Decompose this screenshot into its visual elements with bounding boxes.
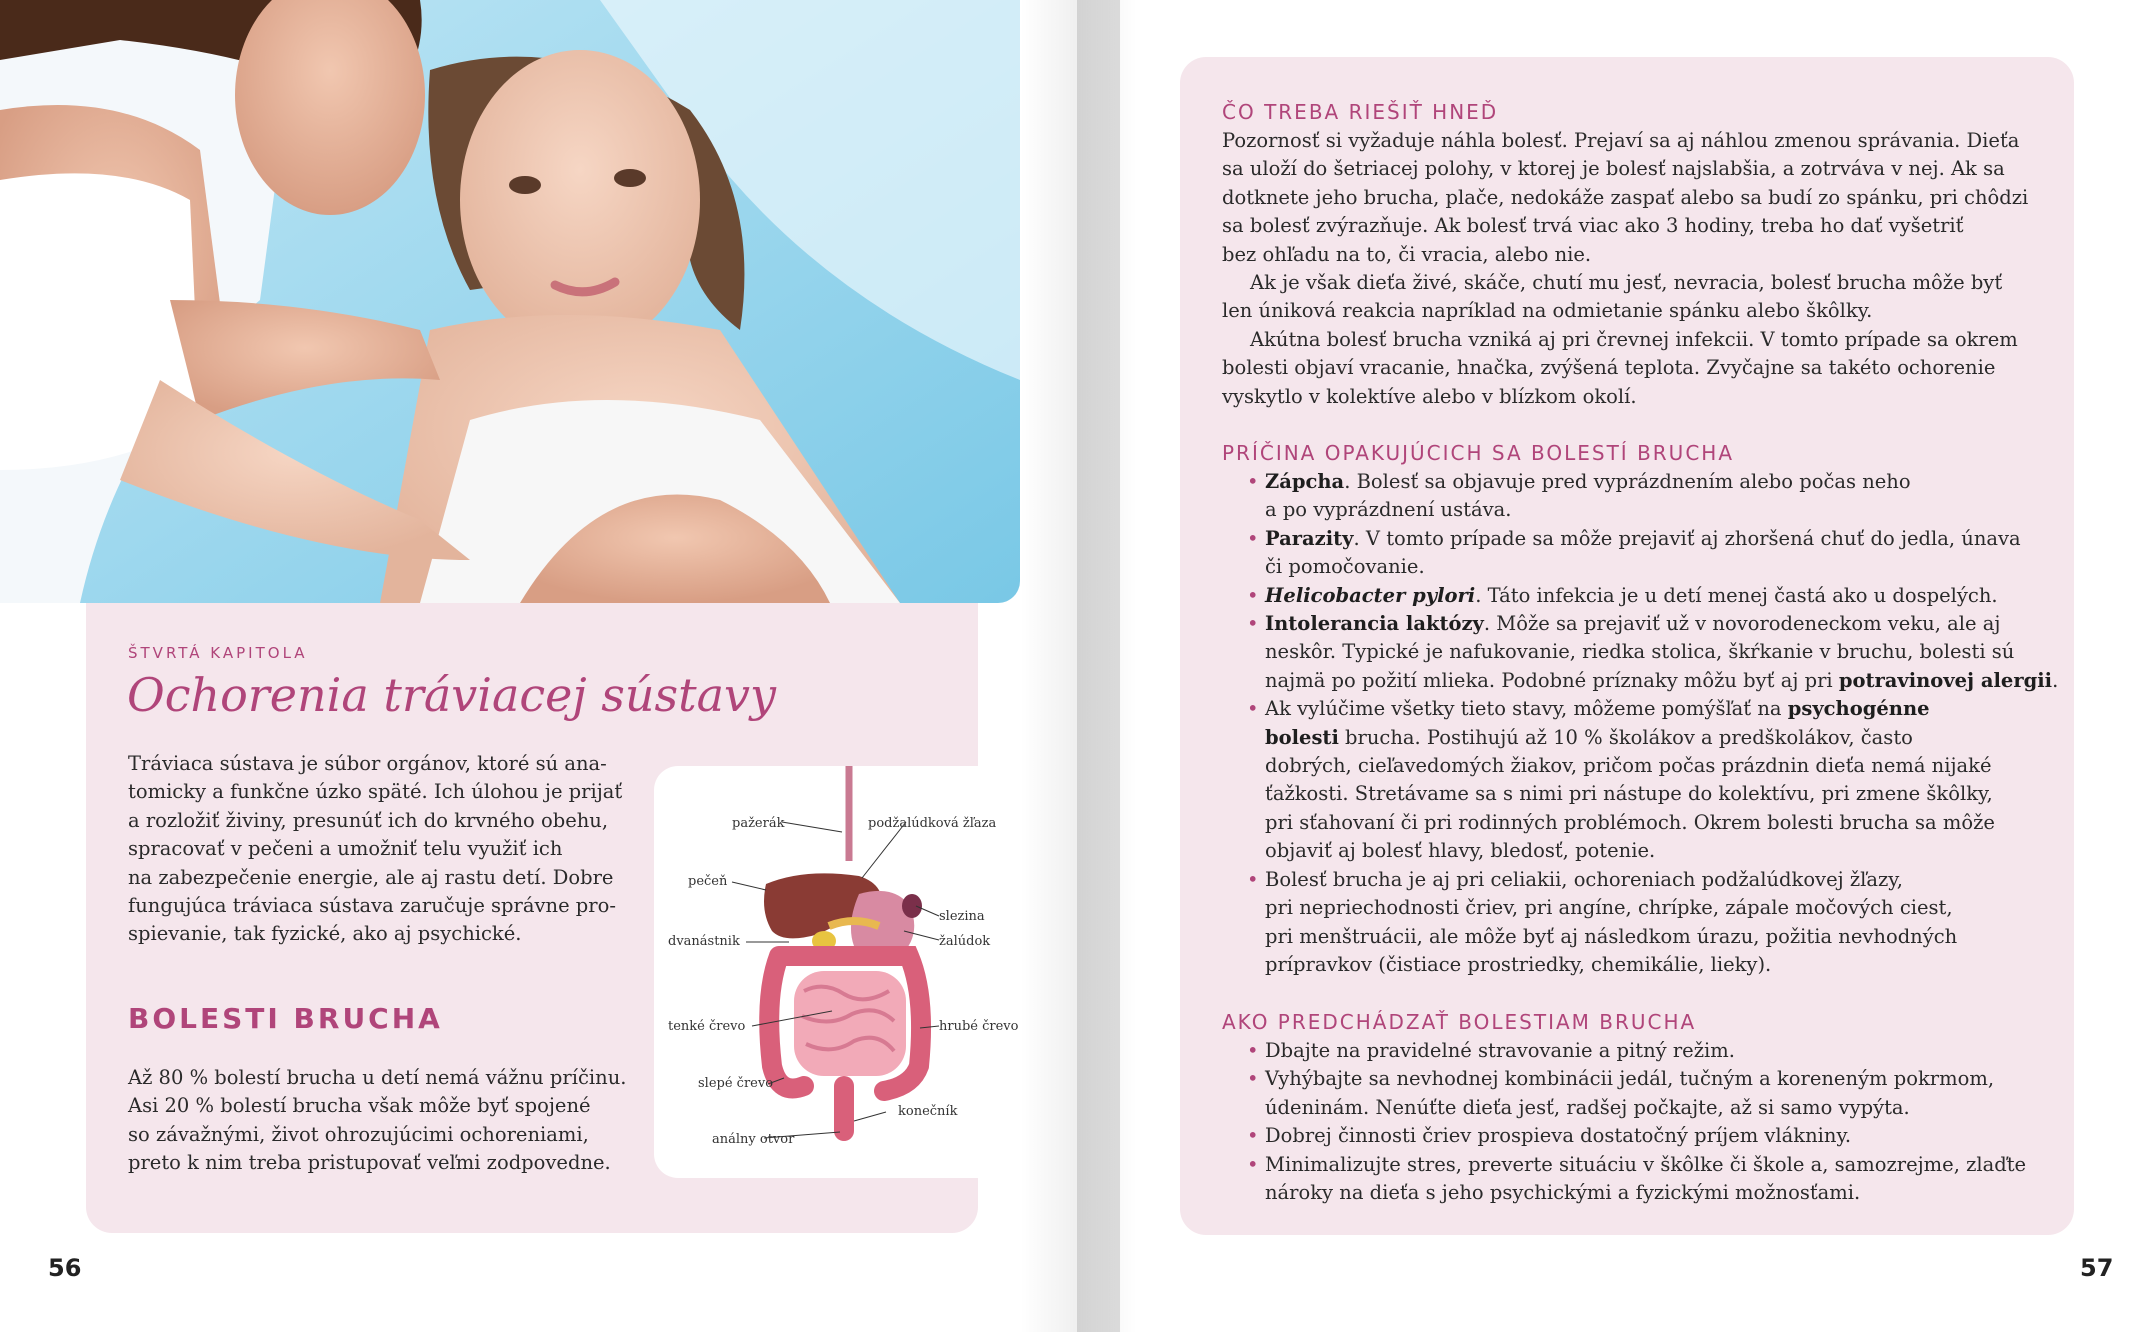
text-line: len úniková reakcia napríklad na odmietanie spánku alebo škôlky. — [1222, 299, 1873, 323]
text-line — [1265, 724, 2058, 752]
text-line: pri menštruácii, ale môže byť aj následkom úrazu, požitia nevhodných — [1265, 924, 1958, 948]
text-line: ťažkosti. Stretávame sa s nimi pri nástupe do kolektívu, pri zmene škôlky, — [1265, 782, 1993, 806]
text-line — [1265, 468, 2058, 496]
text-line: pri nepriechodnosti čriev, pri angíne, chrípke, zápale močových ciest, — [1265, 896, 1953, 920]
text-line: • Bolesť brucha je aj pri celiakii, ochoreniach podžalúdkovej žľazy, — [1265, 867, 1903, 891]
label-slepe-crevo: slepé črevo — [698, 1076, 774, 1091]
text-line: údeninám. Nenúťte dieťa jesť, radšej počkajte, až si samo vypýta. — [1265, 1095, 1910, 1119]
text-line: • Dobrej činnosti čriev prospieva dostatočný príjem vlákniny. — [1265, 1124, 1852, 1148]
text-line: objaviť aj bolesť hlavy, bledosť, potenie. — [1265, 839, 1656, 863]
book-gutter-shadow-right — [1077, 0, 1137, 1332]
heading-co-treba-riesit: ČO TREBA RIEŠIŤ HNEĎ — [1222, 100, 1499, 124]
text-line: či pomočovanie. — [1265, 555, 1425, 579]
bold-italic-term: Helicobacter pylori — [1265, 583, 1476, 607]
bold-term: Intolerancia laktózy — [1265, 612, 1484, 636]
text-line: tomicky a funkčne úzko späté. Ich úlohou je prijať — [128, 780, 623, 804]
label-konecnik: konečník — [898, 1104, 958, 1119]
bold-term: Parazity — [1265, 526, 1354, 550]
heading-ako-predchadzat: AKO PREDCHÁDZAŤ BOLESTIAM BRUCHA — [1222, 1010, 1697, 1034]
list-item — [1248, 468, 2058, 525]
text-line: spievanie, tak fyzické, ako aj psychické. — [128, 922, 522, 946]
text-line: vyskytlo v kolektíve alebo v blízkom okolí. — [1222, 384, 1637, 408]
text-line — [1265, 695, 2058, 723]
bolesti-paragraph — [128, 1064, 648, 1178]
causes-list — [1248, 468, 2058, 979]
text-line: bez ohľadu na to, či vracia, alebo nie. — [1222, 242, 1592, 266]
text-line: so závažnými, život ohrozujúcimi ochoreniami, — [128, 1122, 589, 1146]
section1-text — [1222, 127, 2052, 411]
text-line: dotknete jeho brucha, plače, nedokáže zaspať alebo sa budí zo spánku, pri chôdzi — [1222, 185, 2029, 209]
text-line: sa bolesť zvýrazňuje. Ak bolesť trvá viac ako 3 hodiny, treba ho dať vyšetriť — [1222, 214, 1964, 238]
text-line: dobrých, cieľavedomých žiakov, pričom počas prázdnin dieťa nemá nijaké — [1265, 754, 1992, 778]
label-zaludok: žalúdok — [939, 934, 991, 949]
text-line: bolesti objaví vracanie, hnačka, zvýšená teplota. Zvyčajne sa takéto ochorenie — [1222, 356, 1996, 380]
page-number-right: 57 — [2080, 1254, 2114, 1282]
text-run: najmä po požití mlieka. Podobné príznaky môžu byť aj pri — [1265, 668, 1839, 692]
list-item — [1248, 1037, 2058, 1065]
chapter-label: ŠTVRTÁ KAPITOLA — [128, 644, 308, 662]
bold-term: bolesti — [1265, 725, 1339, 749]
text-run: brucha. Postihujú až 10 % školákov a predškolákov, často — [1338, 725, 1913, 749]
text-line: fungujúca tráviaca sústava zaručuje správne pro- — [128, 894, 616, 918]
text-line: na zabezpečenie energie, ale aj rastu detí. Dobre — [128, 865, 614, 889]
list-item — [1248, 610, 2058, 695]
text-run: Ak vylúčime všetky tieto stavy, môžeme pomýšľať na — [1265, 697, 1788, 721]
list-item — [1248, 866, 2058, 980]
text-line: Akútna bolesť brucha vzniká aj pri črevnej infekcii. V tomto prípade sa okrem — [1250, 327, 2018, 351]
text-run: . V tomto prípade sa môže prejaviť aj zhoršená chuť do jedla, únava — [1353, 526, 2021, 550]
label-analny-otvor: análny otvor — [712, 1132, 795, 1147]
label-dvanastnik: dvanástnik — [668, 934, 740, 949]
text-line: Ak je však dieťa živé, skáče, chutí mu jesť, nevracia, bolesť brucha môže byť — [1250, 271, 2003, 295]
section-heading-bolesti: BOLESTI BRUCHA — [128, 1002, 443, 1035]
text-run: . Bolesť sa objavuje pred vyprázdnením alebo počas neho — [1344, 470, 1911, 493]
list-item — [1248, 695, 2058, 865]
list-item — [1248, 582, 2058, 610]
label-pecen: pečeň — [688, 874, 728, 889]
text-line: Asi 20 % bolestí brucha však môže byť spojené — [128, 1094, 591, 1118]
list-item — [1248, 1065, 2058, 1122]
text-line — [1265, 525, 2058, 553]
label-tenke-crevo: tenké črevo — [668, 1019, 746, 1034]
mother-child-photo — [0, 0, 1020, 603]
label-hrube-crevo: hrubé črevo — [939, 1019, 1019, 1034]
text-run: . Táto infekcia je u detí menej častá ako u dospelých. — [1475, 583, 1998, 607]
text-line: • Dbajte na pravidelné stravovanie a pitný režim. — [1265, 1039, 1735, 1062]
text-line — [1265, 667, 2058, 695]
text-line: preto k nim treba pristupovať veľmi zodpovedne. — [128, 1151, 611, 1175]
text-line: Tráviaca sústava je súbor orgánov, ktoré sú ana- — [128, 752, 607, 775]
bold-term: Zápcha — [1265, 470, 1345, 493]
text-line: pri sťahovaní či pri rodinných problémoch. Okrem bolesti brucha sa môže — [1265, 810, 1995, 834]
label-slezina: slezina — [939, 909, 985, 924]
page-number-left: 56 — [48, 1254, 82, 1282]
bold-term: psychogénne — [1787, 697, 1930, 721]
label-pazerak: pažerák — [732, 816, 785, 831]
label-podzaludkova-zlaza: podžalúdková žľaza — [868, 816, 997, 831]
text-line: neskôr. Typické je nafukovanie, riedka stolica, škŕkanie v bruchu, bolesti sú — [1265, 640, 2015, 664]
text-line: a po vyprázdnení ustáva. — [1265, 498, 1512, 522]
text-line: a rozložiť živiny, presunúť ich do krvného obehu, — [128, 808, 609, 832]
text-line — [1265, 582, 2058, 610]
prevention-list — [1248, 1037, 2058, 1207]
text-line: • Minimalizujte stres, preverte situáciu v škôlke či škole a, samozrejme, zlaďte — [1265, 1152, 2027, 1176]
text-line: prípravkov (čistiace prostriedky, chemikálie, lieky). — [1265, 952, 1772, 976]
digestive-system-diagram — [654, 766, 1019, 1178]
intro-paragraph — [128, 750, 648, 949]
text-line: • Vyhýbajte sa nevhodnej kombinácii jedál, tučným a koreneným pokrmom, — [1265, 1067, 1995, 1091]
list-item — [1248, 525, 2058, 582]
bold-term: potravinovej alergii — [1838, 668, 2053, 692]
text-line: Až 80 % bolestí brucha u detí nemá vážnu príčinu. — [128, 1066, 627, 1089]
chapter-title: Ochorenia tráviacej sústavy — [127, 668, 777, 722]
list-item — [1248, 1122, 2058, 1150]
list-item — [1248, 1151, 2058, 1208]
text-line: spracovať v pečeni a umožniť telu využiť ich — [128, 837, 563, 861]
text-line: nároky na dieťa s jeho psychickými a fyzickými možnosťami. — [1265, 1181, 1861, 1205]
heading-pricina-opakujucich: PRÍČINA OPAKUJÚCICH SA BOLESTÍ BRUCHA — [1222, 441, 1735, 465]
text-line: Pozornosť si vyžaduje náhla bolesť. Prejaví sa aj náhlou zmenou správania. Dieťa — [1222, 129, 2020, 152]
text-run: . — [2052, 668, 2059, 692]
text-run: . Môže sa prejaviť už v novorodeneckom veku, ale aj — [1483, 612, 2001, 636]
text-line — [1265, 610, 2058, 638]
text-line: sa uloží do šetriacej polohy, v ktorej je bolesť najslabšia, a zotrváva v nej. Ak sa — [1222, 157, 2005, 181]
